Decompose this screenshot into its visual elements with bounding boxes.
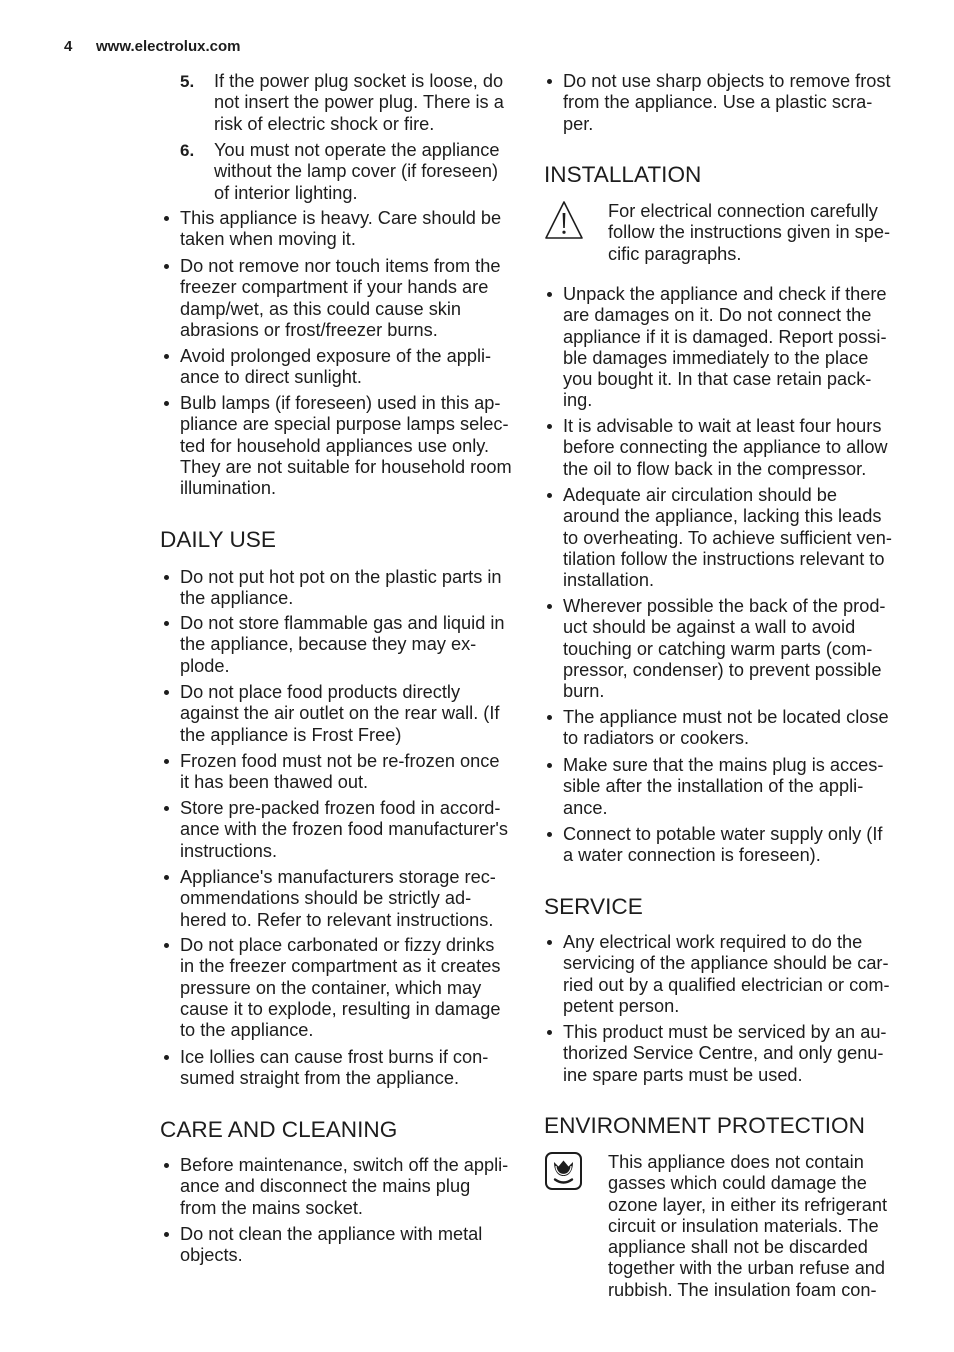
bullet-dot <box>164 875 169 880</box>
bullet-text: Appliance's manufacturers storage rec- ommendations should be strictly ad- hered to. Refer to relevant instructions. <box>180 867 496 930</box>
bullet-dot <box>164 1232 169 1237</box>
bullet-dot <box>547 292 552 297</box>
bullet-text: Frozen food must not be re-frozen once it has been thawed out. <box>180 751 500 793</box>
section-heading-environment-protection: ENVIRONMENT PROTECTION <box>544 1113 865 1138</box>
bullet-text: Adequate air circulation should be around the appliance, lacking this leads to overheating. To achieve sufficient ven- tilation follow the instructions relevant to installation. <box>563 485 892 590</box>
bullet-dot <box>547 940 552 945</box>
bullet-dot <box>164 264 169 269</box>
bullet-text: This appliance is heavy. Care should be taken when moving it. <box>180 208 502 250</box>
bullet-dot <box>164 575 169 580</box>
page-number: 4 <box>64 38 73 55</box>
website-url: www.electrolux.com <box>96 38 241 55</box>
bullet-text: Before maintenance, switch off the appli- ance and disconnect the mains plug from the mains socket. <box>180 1155 509 1218</box>
bullet-text: This product must be serviced by an au- thorized Service Centre, and only genu- ine spare parts must be used. <box>563 1022 887 1085</box>
bullet-dot <box>547 763 552 768</box>
warning-text: For electrical connection carefully follow the instructions given in spe- cific paragraphs. <box>608 201 891 264</box>
bullet-text: Connect to potable water supply only (If a water connection is foreseen). <box>563 824 883 866</box>
item-number: 6. <box>180 141 195 160</box>
section-heading-service: SERVICE <box>544 894 643 919</box>
bullet-dot <box>547 715 552 720</box>
bullet-dot <box>164 690 169 695</box>
bullet-dot <box>164 1055 169 1060</box>
bullet-dot <box>164 216 169 221</box>
bullet-text: Do not use sharp objects to remove frost from the appliance. Use a plastic scra- per. <box>563 71 891 134</box>
bullet-dot <box>164 621 169 626</box>
bullet-dot <box>547 493 552 498</box>
bullet-text: Do not place carbonated or fizzy drinks in the freezer compartment as it creates pressure on the container, which may cause it to explode, resulting in damage to the appliance. <box>180 935 501 1040</box>
item-text: If the power plug socket is loose, do not insert the power plug. There is a risk of electric shock or fire. <box>214 71 504 134</box>
bullet-text: Ice lollies can cause frost burns if con- sumed straight from the appliance. <box>180 1047 489 1089</box>
bullet-dot <box>547 832 552 837</box>
item-number: 5. <box>180 72 195 91</box>
bullet-text: Do not clean the appliance with metal objects. <box>180 1224 483 1266</box>
bullet-text: It is advisable to wait at least four hours before connecting the appliance to allow the oil to flow back in the compressor. <box>563 416 888 479</box>
bullet-text: The appliance must not be located close to radiators or cookers. <box>563 707 889 749</box>
bullet-dot <box>547 1030 552 1035</box>
environment-text: This appliance does not contain gasses which could damage the ozone layer, in either its refrigerant circuit or insulation materials. The appliance shall not be discarded together with the urban refuse and rubbish. The insulation foam con- <box>608 1152 888 1300</box>
bullet-text: Do not place food products directly against the air outlet on the rear wall. (If the appliance is Frost Free) <box>180 682 500 745</box>
section-heading-daily-use: DAILY USE <box>160 527 276 552</box>
bullet-dot <box>164 759 169 764</box>
bullet-dot <box>547 79 552 84</box>
bullet-dot <box>164 401 169 406</box>
warning-triangle-icon <box>544 199 584 246</box>
section-heading-care-and-cleaning: CARE AND CLEANING <box>160 1117 398 1142</box>
bullet-dot <box>164 1163 169 1168</box>
bullet-dot <box>164 806 169 811</box>
item-text: You must not operate the appliance without the lamp cover (if foreseen) of interior lighting. <box>214 140 500 203</box>
bullet-text: Do not put hot pot on the plastic parts in the appliance. <box>180 567 502 609</box>
bullet-text: Unpack the appliance and check if there are damages on it. Do not connect the appliance if it is damaged. Report possi- ble damages immediately to the place you bought it. In that case retain pack- ing. <box>563 284 887 411</box>
bullet-text: Bulb lamps (if foreseen) used in this ap- pliance are special purpose lamps selec- ted for household appliances use only. They are not suitable for household room illumination. <box>180 393 512 498</box>
section-heading-installation: INSTALLATION <box>544 162 702 187</box>
bullet-text: Store pre-packed frozen food in accord- ance with the frozen food manufacturer's instructions. <box>180 798 508 861</box>
bullet-text: Do not remove nor touch items from the freezer compartment if your hands are damp/wet, as this could cause skin abrasions or frost/freezer burns. <box>180 256 501 340</box>
bullet-text: Wherever possible the back of the prod- uct should be against a wall to avoid touching or catching warm parts (com- pressor, condenser) to prevent possible burn. <box>563 596 886 701</box>
bullet-text: Make sure that the mains plug is acces- sible after the installation of the appli- ance. <box>563 755 884 818</box>
bullet-text: Do not store flammable gas and liquid in the appliance, because they may ex- plode. <box>180 613 505 676</box>
bullet-dot <box>164 354 169 359</box>
environment-icon <box>544 1151 584 1197</box>
bullet-dot <box>164 943 169 948</box>
bullet-dot <box>547 424 552 429</box>
bullet-text: Avoid prolonged exposure of the appli- ance to direct sunlight. <box>180 346 492 388</box>
bullet-text: Any electrical work required to do the servicing of the appliance should be car- ried out by a qualified electrician or com- petent person. <box>563 932 890 1016</box>
bullet-dot <box>547 604 552 609</box>
